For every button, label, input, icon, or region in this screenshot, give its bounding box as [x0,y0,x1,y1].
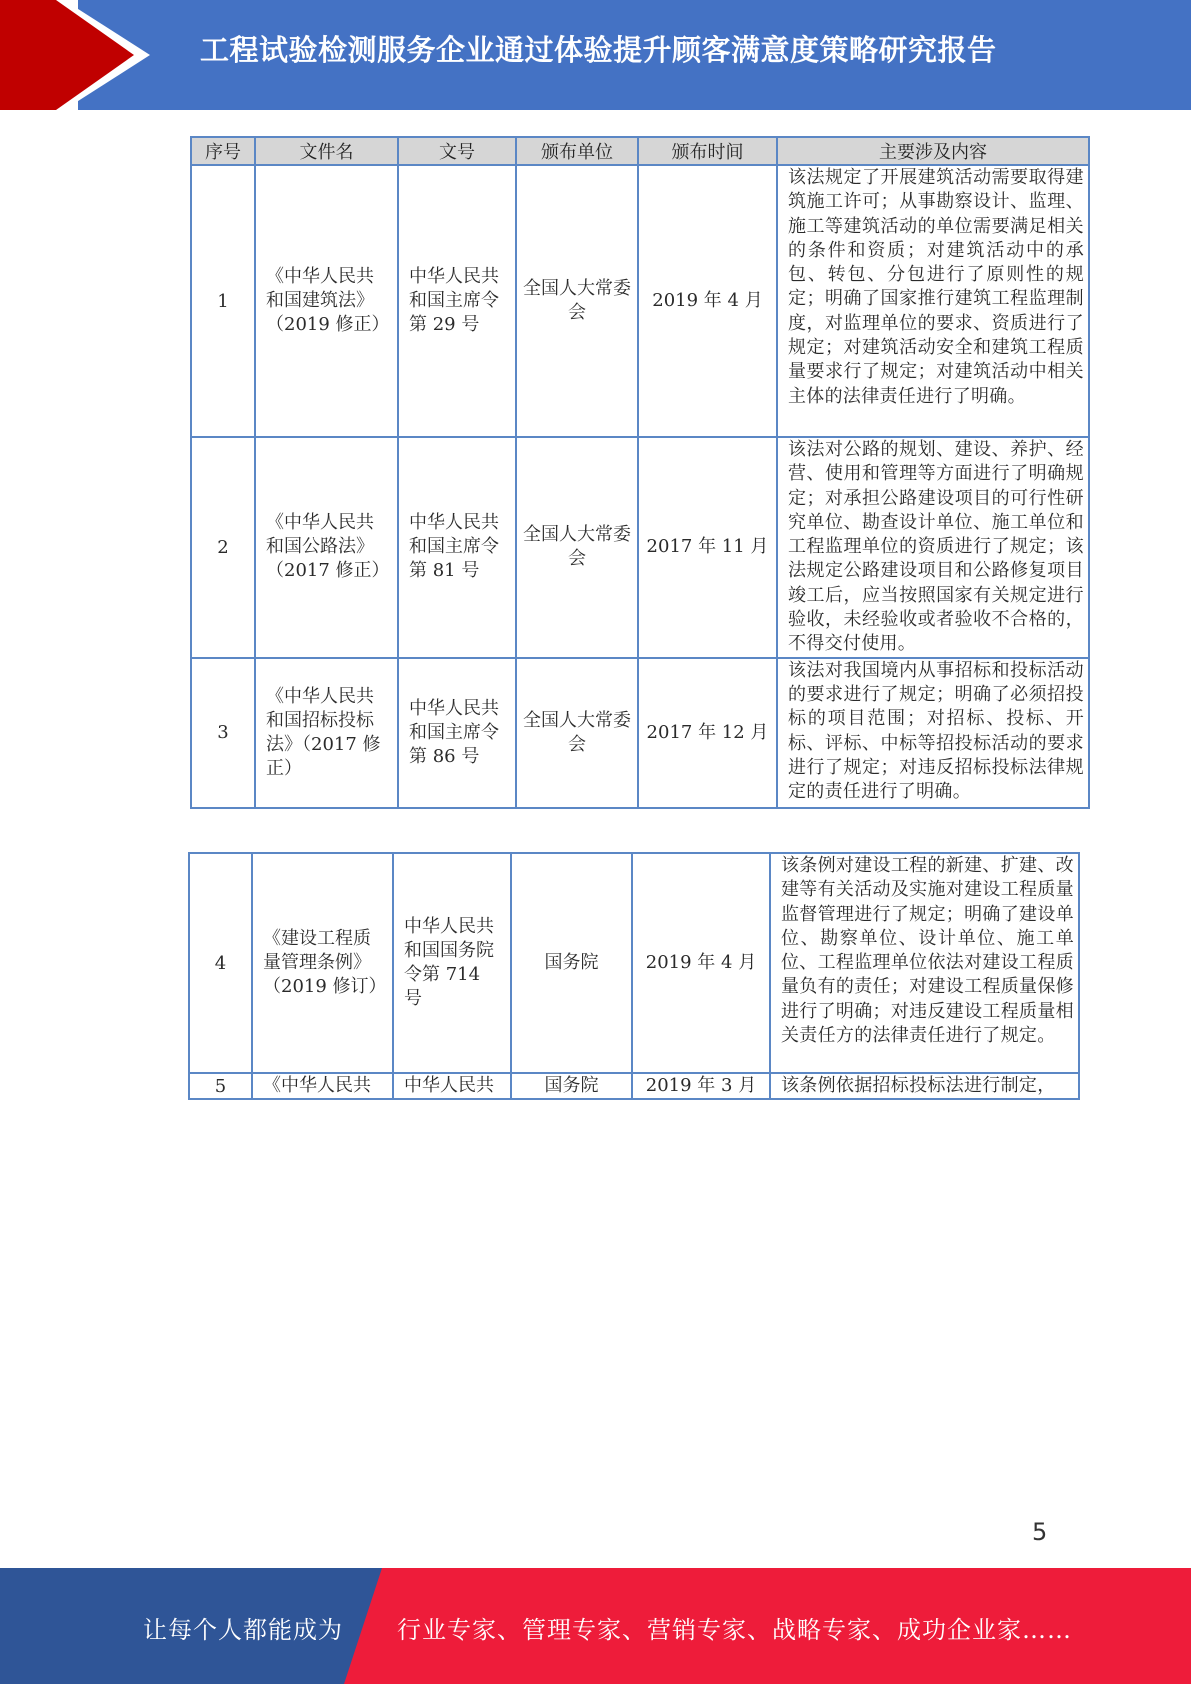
table-row [189,853,1079,1073]
table-header-row [191,137,1089,165]
table-row [191,437,1089,658]
document-name: 《中华人民共和国招标投标法》（2017 修正） [255,658,398,808]
column-header-unit: 颁布单位 [516,137,638,165]
row-number: 4 [189,853,252,1073]
footer-slogan-left: 让每个人都能成为 [143,1616,343,1644]
regulations-table-bottom [188,852,1078,1100]
column-header-date: 颁布时间 [638,137,777,165]
column-header-doc: 文号 [398,137,516,165]
document-name: 《中华人民共 [252,1073,393,1099]
main-content: 该条例依据招标投标法进行制定， [770,1073,1079,1099]
document-name: 《中华人民共和国公路法》（2017 修正） [255,437,398,658]
table-row [191,165,1089,437]
row-number: 2 [191,437,255,658]
main-content: 该条例对建设工程的新建、扩建、改建等有关活动及实施对建设工程质量监督管理进行了规定；明确了建设单位、勘察单位、设计单位、施工单位、工程监理单位依法对建设工程质量负有的责任；对建设工程质量保修进行了明确；对违反建设工程质量相关责任方的法律责任进行了规定。 [770,853,1079,1073]
page-footer [0,1568,1191,1684]
issue-date: 2017 年 11 月 [638,437,777,658]
issuing-body: 国务院 [511,1073,632,1099]
issue-date: 2019 年 4 月 [638,165,777,437]
document-name: 《中华人民共和国建筑法》（2019 修正） [255,165,398,437]
row-number: 5 [189,1073,252,1099]
issue-date: 2019 年 3 月 [632,1073,770,1099]
report-title: 工程试验检测服务企业通过体验提升顾客满意度策略研究报告 [200,33,997,67]
column-header-content: 主要涉及内容 [777,137,1089,165]
main-content: 该法对我国境内从事招标和投标活动的要求进行了规定；明确了必须招投标的项目范围；对招标、投标、开标、评标、中标等招投标活动的要求进行了规定；对违反招标投标法律规定的责任进行了明确。 [777,658,1089,808]
page-header [0,0,1191,110]
main-content: 该法对公路的规划、建设、养护、经营、使用和管理等方面进行了明确规定；对承担公路建设项目的可行性研究单位、勘查设计单位、施工单位和工程监理单位的资质进行了规定；该法规定公路建设项目和公路修复项目竣工后，应当按照国家有关规定进行验收，未经验收或者验收不合格的，不得交付使用。 [777,437,1089,658]
regulations-table-top [190,136,1088,809]
issue-date: 2019 年 4 月 [632,853,770,1073]
column-header-name: 文件名 [255,137,398,165]
document-name: 《建设工程质量管理条例》（2019 修订） [252,853,393,1073]
table-row [191,658,1089,808]
document-number: 中华人民共和国主席令第 29 号 [398,165,516,437]
row-number: 3 [191,658,255,808]
row-number: 1 [191,165,255,437]
issuing-body: 国务院 [511,853,632,1073]
chevron-icon [0,0,160,110]
document-number: 中华人民共和国国务院令第 714 号 [393,853,511,1073]
table-row [189,1073,1079,1099]
document-number: 中华人民共和国主席令第 81 号 [398,437,516,658]
main-content: 该法规定了开展建筑活动需要取得建筑施工许可；从事勘察设计、监理、施工等建筑活动的单位需要满足相关的条件和资质；对建筑活动中的承包、转包、分包进行了原则性的规定；明确了国家推行建筑工程监理制度，对监理单位的要求、资质进行了规定；对建筑活动安全和建筑工程质量要求行了规定；对建筑活动中相关主体的法律责任进行了明确。 [777,165,1089,437]
page-number: 5 [1032,1518,1048,1546]
footer-slogan-right: 行业专家、管理专家、营销专家、战略专家、成功企业家…… [397,1616,1072,1644]
issuing-body: 全国人大常委会 [516,437,638,658]
column-header-num: 序号 [191,137,255,165]
issue-date: 2017 年 12 月 [638,658,777,808]
document-number: 中华人民共 [393,1073,511,1099]
issuing-body: 全国人大常委会 [516,658,638,808]
document-number: 中华人民共和国主席令第 86 号 [398,658,516,808]
issuing-body: 全国人大常委会 [516,165,638,437]
